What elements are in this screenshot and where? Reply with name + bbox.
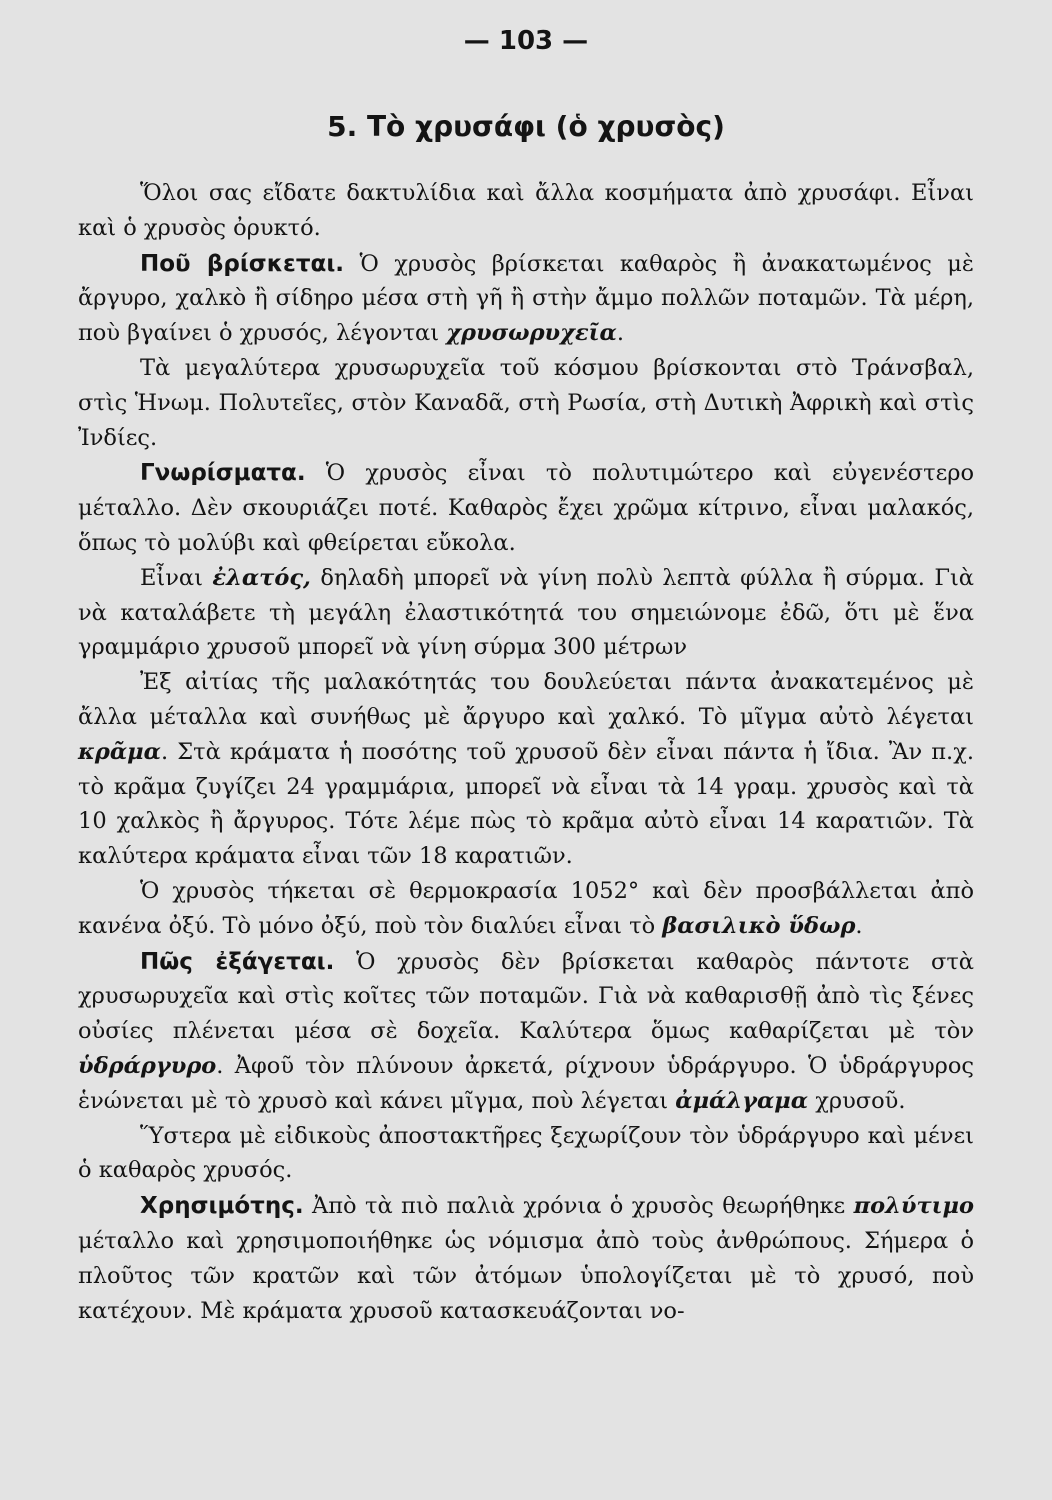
- paragraph-text: Εἶναι: [140, 564, 213, 591]
- paragraph-intro: Ὅλοι σας εἴδατε δακτυλίδια καὶ ἄλλα κοσμήματα ἀπὸ χρυσάφι. Εἶναι καὶ ὁ χρυσὸς ὀρυκτό.: [78, 180, 974, 241]
- term-aqua-regia: βασιλικὸ ὕδωρ: [662, 912, 856, 939]
- paragraph-text: Ὁ χρυσὸς βρίσκεται καθαρὸς ἢ ἀνακατωμένος μὲ ἄργυρο, χαλκὸ ἢ σίδηρο μέσα στὴ γῆ ἢ στὴν ἄμμο πολλῶν ποταμῶν. Τὰ μέρη, ποὺ βγαίνει ὁ χρυσός, λέγονται: [78, 250, 974, 347]
- paragraph-malleable: [78, 561, 974, 665]
- paragraph-characteristics: [78, 456, 974, 560]
- paragraph-text: μέταλλο καὶ χρησιμοποιήθηκε ὡς νόμισμα ἀπὸ τοὺς ἀνθρώπους. Σήμερα ὁ πλοῦτος τῶν κρατῶν καὶ τῶν ἀτόμων ὑπολογίζεται μὲ τὸ χρυσό, ποὺ κατέχουν. Μὲ κράματα χρυσοῦ κατασκευάζονται νο-: [78, 1227, 974, 1324]
- term-alloy: κρᾶμα: [78, 738, 161, 765]
- paragraph-text: δηλαδὴ μπορεῖ νὰ γίνη πολὺ λεπτὰ φύλλα ἢ σύρμα. Γιὰ νὰ καταλάβετε τὴ μεγάλη ἐλαστικότητά του σημειώνομε ἐδῶ, ὅτι μὲ ἕνα γραμμάριο χρυσοῦ μπορεῖ νὰ γίνη σύρμα 300 μέτρων: [78, 564, 974, 661]
- term-gold-mines: χρυσωρυχεῖα: [446, 320, 617, 347]
- section-title: 5. Τὸ χρυσάφι (ὁ χρυσὸς): [327, 110, 725, 143]
- term-malleable: ἐλατός,: [212, 564, 311, 591]
- term-mercury: ὑδράργυρο: [78, 1052, 217, 1079]
- paragraph-alloy: [78, 665, 974, 874]
- paragraph-text: Ὁ χρυσὸς τήκεται σὲ θερμοκρασία 1052° καὶ δὲν προσβάλλεται ἀπὸ κανένα ὀξύ. Τὸ μόνο ὀξύ, ποὺ τὸν διαλύει εἶναι τὸ: [78, 877, 974, 939]
- heading-characteristics: Γνωρίσματα.: [140, 460, 306, 487]
- page-number: — 103 —: [463, 26, 589, 56]
- paragraph-text: . Στὰ κράματα ἡ ποσότης τοῦ χρυσοῦ δὲν εἶναι πάντα ἡ ἴδια. Ἂν π.χ. τὸ κρᾶμα ζυγίζει 24 γραμμάρια, μπορεῖ νὰ εἶναι τὰ 14 γραμ. χρυσὸς καὶ τὰ 10 χαλκὸς ἢ ἄργυρος. Τότε λέμε πὼς τὸ κρᾶμα αὐτὸ εἶναι 14 καρατιῶν. Τὰ καλύτερα κράματα εἶναι τῶν 18 καρατιῶν.: [78, 738, 974, 870]
- paragraph-melting: [78, 874, 974, 944]
- term-precious: πολύτιμο: [853, 1193, 974, 1220]
- heading-where-found: Ποῦ βρίσκεται.: [140, 250, 345, 277]
- paragraph-distillation: Ὕστερα μὲ εἰδικοὺς ἀποστακτῆρες ξεχωρίζουν τὸν ὑδράργυρο καὶ μένει ὁ καθαρὸς χρυσός.: [78, 1122, 974, 1184]
- paragraph-text: χρυσοῦ.: [808, 1087, 906, 1114]
- paragraph-text: .: [616, 320, 624, 347]
- paragraph-largest-mines: Τὰ μεγαλύτερα χρυσωρυχεῖα τοῦ κόσμου βρίσκονται στὸ Τράνσβαλ, στὶς Ἡνωμ. Πολυτεῖες, στὸν Καναδᾶ, στὴ Ρωσία, στὴ Δυτικὴ Ἀφρικὴ καὶ στὶς Ἰνδίες.: [78, 354, 974, 451]
- paragraph-extraction: [78, 945, 974, 1119]
- paragraph-text: Ἐξ αἰτίας τῆς μαλακότητάς του δουλεύεται πάντα ἀνακατεμένος μὲ ἄλλα μέταλλα καὶ συνήθως μὲ ἄργυρο καὶ χαλκό. Τὸ μῖγμα αὐτὸ λέγεται: [78, 669, 974, 730]
- paragraph-text: Ἀπὸ τὰ πιὸ παλιὰ χρόνια ὁ χρυσὸς θεωρήθηκε: [303, 1193, 854, 1220]
- paragraph-usefulness: [78, 1189, 974, 1328]
- paragraph-text: .: [855, 912, 863, 939]
- term-amalgam: ἀμάλγαμα: [675, 1087, 809, 1114]
- paragraph-text: . Ἀφοῦ τὸν πλύνουν ἀρκετά, ρίχνουν ὑδράργυρο. Ὁ ὑδράργυρος ἑνώνεται μὲ τὸ χρυσὸ καὶ κάνει μῖγμα, ποὺ λέγεται: [78, 1052, 974, 1114]
- page-body: [78, 176, 974, 1328]
- paragraph-text: Ὁ χρυσὸς εἶναι τὸ πολυτιμώτερο καὶ εὐγενέστερο μέταλλο. Δὲν σκουριάζει ποτέ. Καθαρὸς ἔχει χρῶμα κίτρινο, εἶναι μαλακός, ὅπως τὸ μολύβι καὶ φθείρεται εὔκολα.: [78, 460, 974, 556]
- paragraph-text: Ὁ χρυσὸς δὲν βρίσκεται καθαρὸς πάντοτε στὰ χρυσωρυχεῖα καὶ στὶς κοῖτες τῶν ποταμῶν. Γιὰ νὰ καθαρισθῇ ἀπὸ τὶς ξένες οὐσίες πλένεται μέσα σὲ δοχεῖα. Καλύτερα ὅμως καθαρίζεται μὲ τὸν: [78, 948, 974, 1045]
- paragraph-where-found: [78, 247, 974, 351]
- heading-extraction: Πῶς ἐξάγεται.: [140, 948, 335, 975]
- heading-usefulness: Χρησιμότης.: [140, 1193, 304, 1220]
